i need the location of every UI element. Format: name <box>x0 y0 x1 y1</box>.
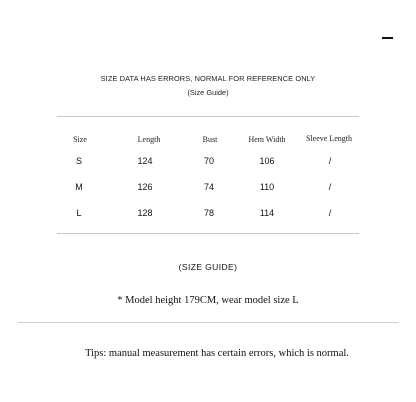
row-s-sleeve-length: / <box>328 156 332 166</box>
row-m-bust: 74 <box>203 182 215 192</box>
row-s-hem-width: 106 <box>259 156 275 166</box>
header-size: Size <box>73 135 87 144</box>
size-guide-caption: (SIZE GUIDE) <box>178 262 238 272</box>
row-s-length: 124 <box>137 156 153 166</box>
header-sleeve-length: Sleeve Length <box>306 134 352 143</box>
row-m-size: M <box>75 182 83 192</box>
row-s-size: S <box>75 156 83 166</box>
minimize-dash-icon <box>382 37 393 39</box>
row-m-length: 126 <box>137 182 153 192</box>
row-l-length: 128 <box>137 208 153 218</box>
section-divider <box>18 322 399 323</box>
row-l-bust: 78 <box>203 208 215 218</box>
row-s-bust: 70 <box>203 156 215 166</box>
size-data-notice: SIZE DATA HAS ERRORS, NORMAL FOR REFERENCE ONLY <box>100 74 316 83</box>
row-l-size: L <box>76 208 82 218</box>
row-l-hem-width: 114 <box>259 208 275 218</box>
measurement-tips: Tips: manual measurement has certain errors, which is normal. <box>85 348 349 359</box>
row-l-sleeve-length: / <box>328 208 332 218</box>
header-bust: Bust <box>202 135 218 144</box>
size-table <box>57 116 359 233</box>
header-length: Length <box>137 135 161 144</box>
header-hem-width: Hem Width <box>248 135 286 144</box>
row-m-hem-width: 110 <box>259 182 275 192</box>
size-guide-subtitle: (Size Guide) <box>187 88 229 97</box>
row-m-sleeve-length: / <box>328 182 332 192</box>
table-bottom-rule <box>57 233 359 234</box>
model-height-note: * Model height 179CM, wear model size L <box>117 295 299 306</box>
